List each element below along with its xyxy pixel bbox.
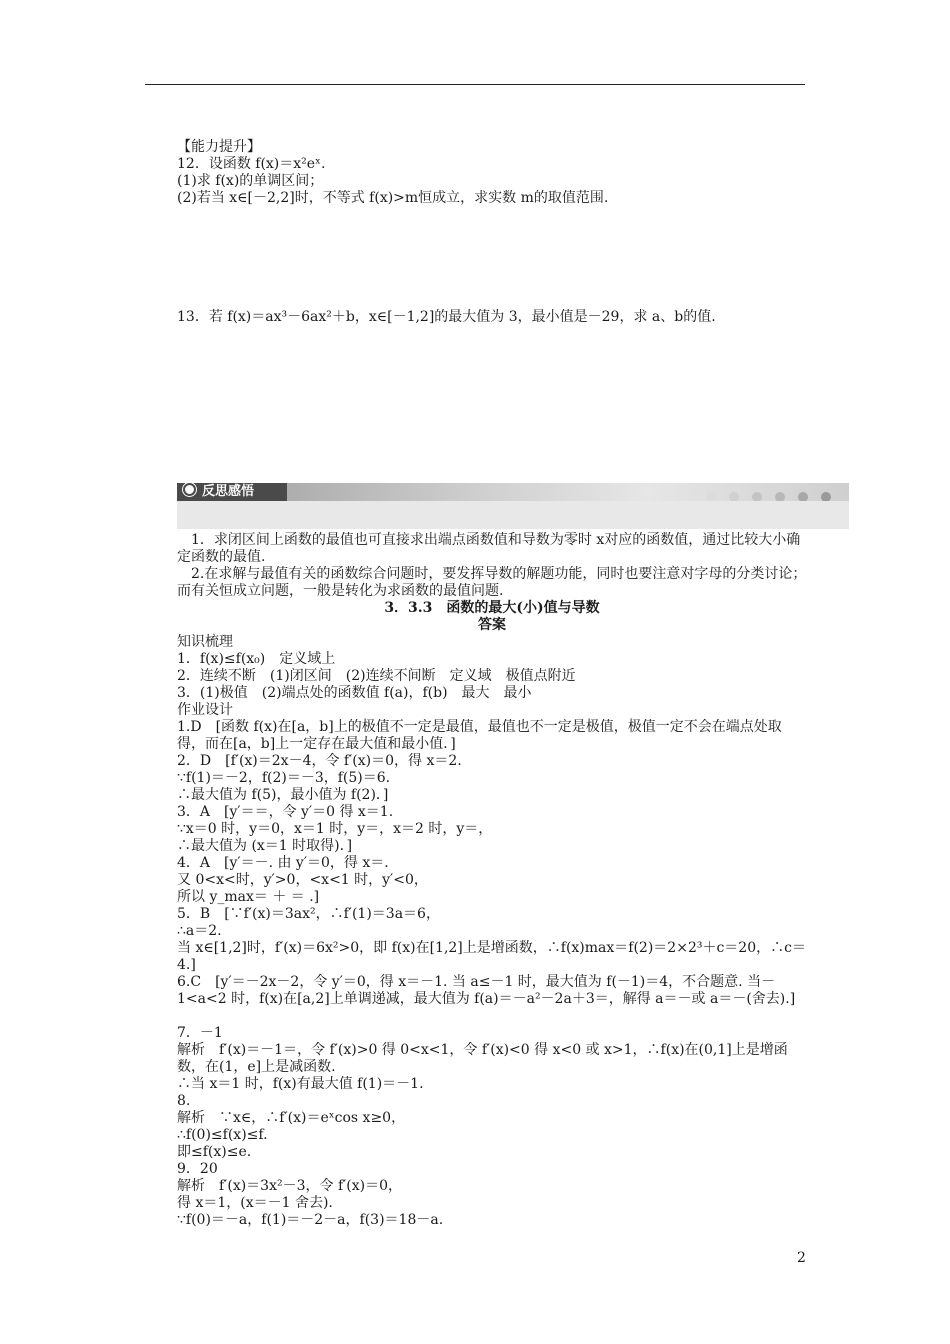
header-rule (145, 84, 805, 85)
answer-line: 7．－1 (177, 1025, 223, 1041)
answer-line: ∵f(1)＝－2，f(2)＝－3，f(5)＝6. (177, 770, 391, 786)
problem-13: 13．若 f(x)＝ax³－6ax²＋b，x∈[－1,2]的最大值为 3，最小值是－29，求 a、b的值. (177, 309, 716, 325)
answer-line: ∵x＝0 时，y＝0，x＝1 时，y＝，x＝2 时，y＝， (177, 821, 493, 837)
answer-line: 8. (177, 1093, 191, 1109)
answer-line: 3．A [y′＝＝，令 y′＝0 得 x＝1. (177, 804, 394, 820)
page-number: 2 (797, 1250, 806, 1266)
answer-line: 解析 f′(x)＝－1＝，令 f′(x)>0 得 0<x<1，令 f′(x)<0 得 x<0 或 x>1，∴f(x)在(0,1]上是增函数，在(1，e]上是减函数. (177, 1042, 788, 1075)
answer-line: ∴a＝2. (177, 923, 222, 939)
answer-line: 作业设计 (177, 702, 233, 718)
banner-tab (177, 483, 287, 501)
answer-line: ∴f(0)≤f(x)≤f. (177, 1127, 268, 1143)
reflection-1: 1．求闭区间上函数的最值也可直接求出端点函数值和导数为零时 x对应的函数值，通过比较大小确定函数的最值. (177, 532, 801, 565)
answer-line: 得 x＝1，(x＝－1 舍去). (177, 1195, 333, 1211)
answer-line: 当 x∈[1,2]时，f′(x)＝6x²>0，即 f(x)在[1,2]上是增函数，∴f(x)max＝f(2)＝2×2³＋c＝20，∴c＝4.] (177, 940, 806, 973)
answer-line: 又 0<x<时，y′>0，<x<1 时，y′<0， (177, 872, 428, 888)
answer-line: 2．连续不断 (1)闭区间 (2)连续不间断 定义域 极值点附近 (177, 668, 576, 684)
banner-label: 反思感悟 (202, 484, 255, 499)
answer-line: 6.C [y′＝－2x－2，令 y′＝0，得 x＝－1. 当 a≤－1 时，最大值为 f(－1)＝4，不合题意. 当－1<a<2 时，f(x)在[a,2]上单调递减，最大值为 f(a)＝－a²－2a＋3＝，解得 a＝－或 a＝－(舍去).] (177, 974, 796, 1007)
problem-12-part1: (1)求 f(x)的单调区间； (177, 173, 324, 189)
answer-line: 3．(1)极值 (2)端点处的函数值 f(a)，f(b) 最大 最小 (177, 685, 532, 701)
answer-line: 9．20 (177, 1161, 218, 1177)
answer-line: ∴最大值为 (x＝1 时取得)．] (177, 838, 353, 854)
reflection-banner (177, 483, 849, 529)
answer-line: 解析 f′(x)＝3x²－3，令 f′(x)＝0， (177, 1178, 403, 1194)
section-heading: 【能力提升】 (177, 139, 261, 155)
banner-shade (177, 501, 849, 529)
answer-subtitle: 答案 (478, 617, 506, 633)
answer-line: ∴最大值为 f(5)，最小值为 f(2)．] (177, 787, 389, 803)
answer-line: 2．D [f′(x)＝2x－4，令 f′(x)＝0，得 x＝2. (177, 753, 462, 769)
answer-line: 5．B [∵f′(x)＝3ax²，∴f′(1)＝3a＝6， (177, 906, 440, 922)
answer-line: ∴当 x＝1 时，f(x)有最大值 f(1)＝－1. (177, 1076, 424, 1092)
answer-line: ∵f(0)＝－a，f(1)＝－2－a，f(3)＝18－a. (177, 1212, 444, 1228)
bullet-icon (183, 483, 196, 496)
answer-line: 1．f(x)≤f(x₀) 定义域上 (177, 651, 336, 667)
reflection-2: 2.在求解与最值有关的函数综合问题时，要发挥导数的解题功能，同时也要注意对字母的分类讨论；而有关恒成立问题，一般是转化为求函数的最值问题. (177, 566, 807, 599)
answer-line: 4．A [y′＝－. 由 y′＝0，得 x＝. (177, 855, 389, 871)
answer-line: 所以 y_max＝ ＋ ＝ .] (177, 889, 320, 905)
answer-line: 知识梳理 (177, 634, 233, 650)
problem-12-part2: (2)若当 x∈[－2,2]时，不等式 f(x)>m恒成立，求实数 m的取值范围. (177, 190, 609, 206)
answer-line: 1.D [函数 f(x)在[a，b]上的极值不一定是最值，最值也不一定是极值，极值一定不会在端点处取得，而在[a，b]上一定存在最大值和最小值．] (177, 719, 782, 752)
answer-line: 即≤f(x)≤e. (177, 1144, 252, 1160)
problem-12: 12．设函数 f(x)＝x²eˣ. (177, 156, 326, 172)
answer-title: 3．3.3 函数的最大(小)值与导数 (384, 600, 600, 616)
answer-line: 解析 ∵x∈，∴f′(x)＝eˣcos x≥0， (177, 1110, 406, 1126)
